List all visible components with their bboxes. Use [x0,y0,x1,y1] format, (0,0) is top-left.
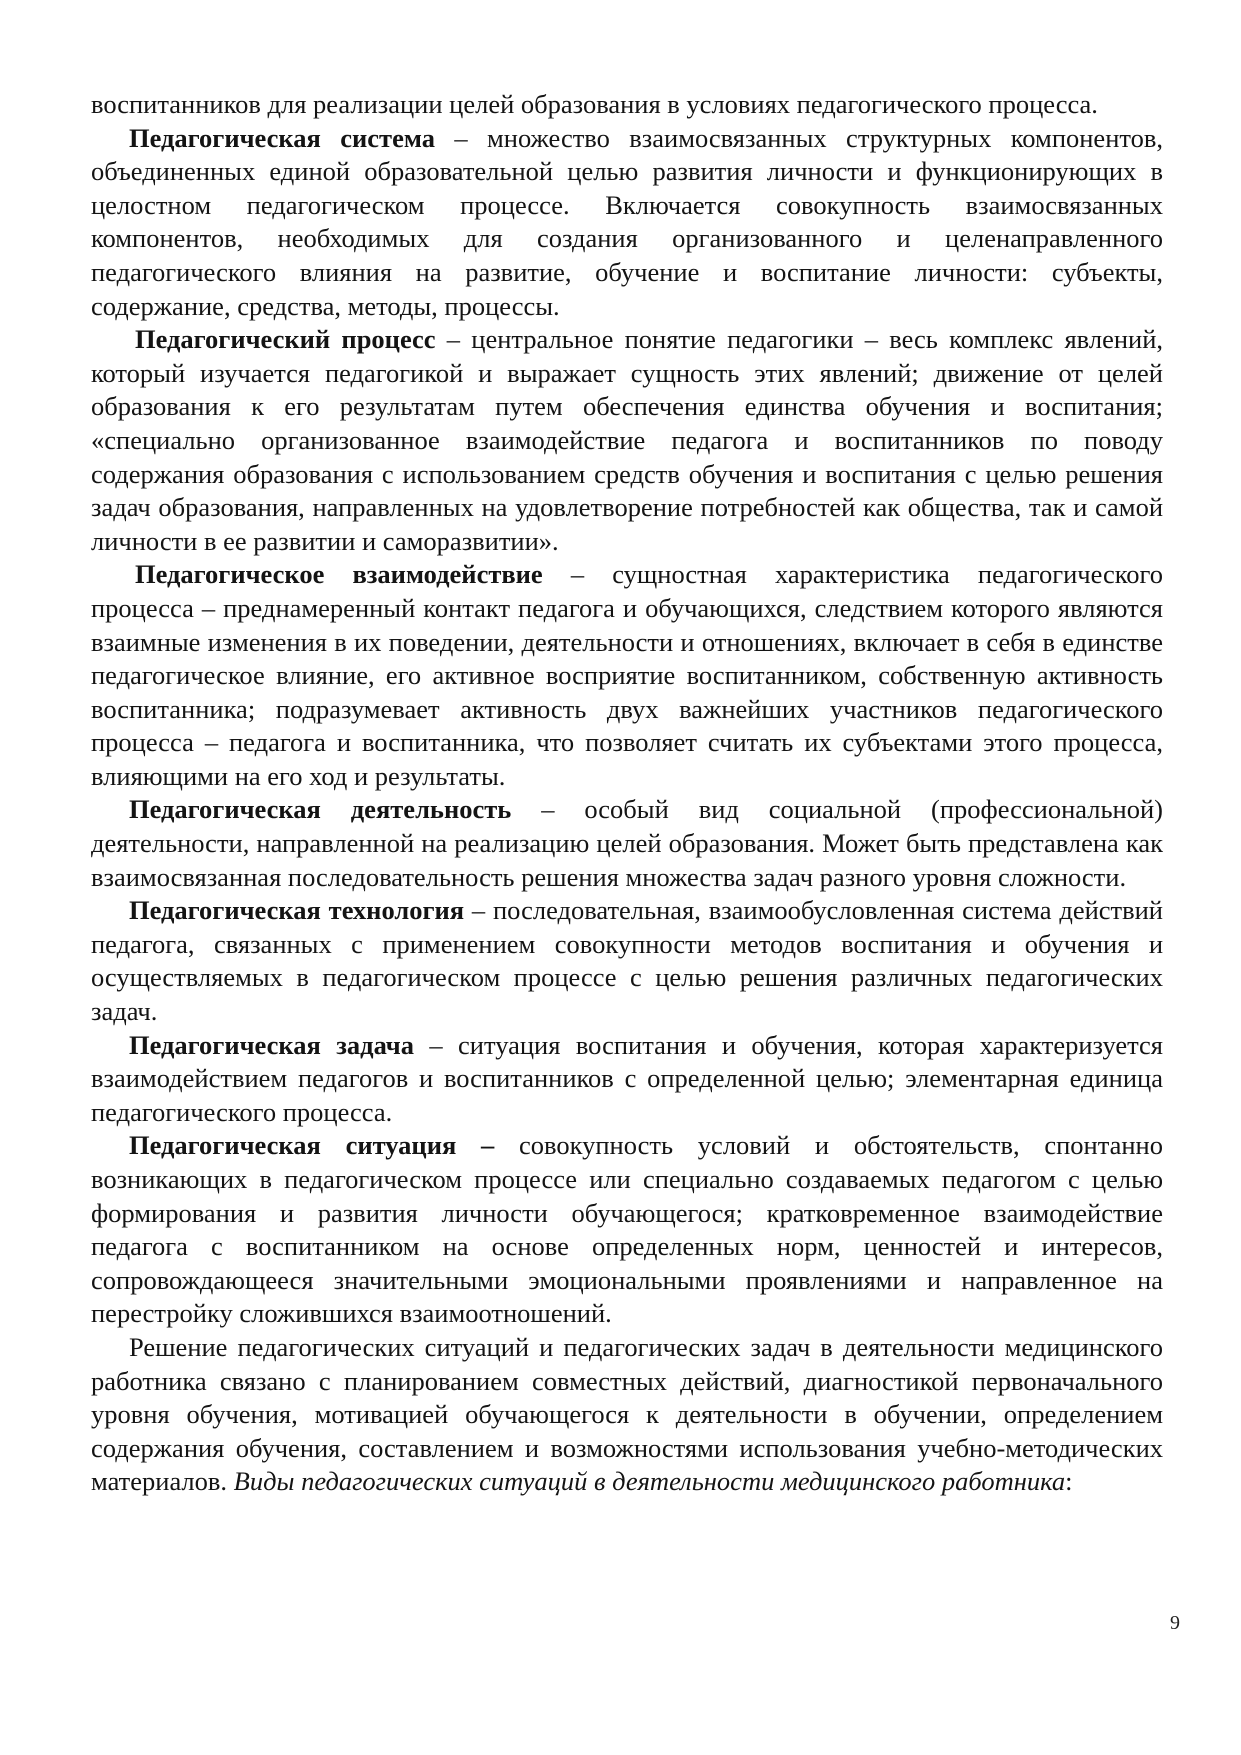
term: Педагогический процесс [135,324,436,355]
definition-pedagogical-activity [91,793,1163,894]
definition-text: – ситуация воспитания и обучения, которая характеризуется взаимодействием педагогов и воспитанников с определенной целью; элементарная единица педагогического процесса. [91,1029,1163,1127]
term: Педагогическая система [129,122,435,153]
definition-pedagogical-situation [91,1129,1163,1331]
definition-text: совокупность условий и обстоятельств, спонтанно возникающих в педагогическом процессе или специально создаваемых педагогом с целью формирования и развития личности обучающегося; кратковременное взаимодействие педагога с воспитанником на основе определенных норм, ценностей и интересов, сопровождающееся значительными эмоциональными проявлениями и направленное на перестройку сложившихся взаимоотношений. [91,1130,1163,1329]
definition-pedagogical-process [91,323,1163,558]
term: Педагогическая ситуация – [129,1130,495,1161]
definition-text: – особый вид социальной (профессиональной) деятельности, направленной на реализацию целей образования. Может быть представлена как взаимосвязанная последовательность решения множества задач разного уровня сложности. [91,794,1163,892]
trailing-colon: : [1065,1466,1073,1497]
definition-pedagogical-system [91,122,1163,324]
term: Педагогическая задача [129,1029,414,1060]
paragraph-text: Решение педагогических ситуаций и педагогических задач в деятельности медицинского работника связано с планированием совместных действий, диагностикой первоначального уровня обучения, мотивацией обучающегося к деятельности в обучении, определением содержания обучения, составлением и возможностями использования учебно-методических материалов. [91,1331,1163,1497]
definition-text: – последовательная, взаимообусловленная система действий педагога, связанных с применением совокупности методов воспитания и обучения и осуществляемых в педагогическом процессе с целью решения различных педагогических задач. [91,895,1163,1027]
definition-text: – сущностная характеристика педагогического процесса – преднамеренный контакт педагога и обучающихся, следствием которого являются взаимные изменения в их поведении, деятельности и отношениях, включает в себя в единстве педагогическое влияние, его активное восприятие воспитанником, собственную активность воспитанника; подразумевает активность двух важнейших участников педагогического процесса – педагога и воспитанника, что позволяет считать их субъектами этого процесса, влияющими на его ход и результаты. [91,559,1163,791]
page-number: 9 [1170,1612,1180,1634]
term: Педагогическая деятельность [129,794,512,825]
term: Педагогическая технология [129,895,465,926]
paragraph-situations-solving [91,1331,1163,1499]
paragraph-text: воспитанников для реализации целей образования в условиях педагогического процесса. [91,89,1098,119]
italic-lead-in: Виды педагогических ситуаций в деятельности медицинского работника [233,1466,1066,1497]
definition-text: – центральное понятие педагогики – весь комплекс явлений, который изучается педагогикой и выражает сущность этих явлений; движение от целей образования к его результатам путем обеспечения единства обучения и воспитания; «специально организованное взаимодействие педагога и воспитанников по поводу содержания образования с использованием средств обучения и воспитания с целью решения задач образования, направленных на удовлетворение потребностей как общества, так и самой личности в ее развитии и саморазвитии». [91,324,1163,556]
paragraph-continuation [91,88,1163,122]
definition-pedagogical-task [91,1029,1163,1130]
definition-pedagogical-interaction [91,558,1163,793]
definition-text: – множество взаимосвязанных структурных компонентов, объединенных единой образовательной целью развития личности и функционирующих в целостном педагогическом процессе. Включается совокупность взаимосвязанных компонентов, необходимых для создания организованного и целенаправленного педагогического влияния на развитие, обучение и воспитание личности: субъекты, содержание, средства, методы, процессы. [91,122,1163,321]
definition-pedagogical-technology [91,894,1163,1028]
document-body [91,88,1163,1499]
term: Педагогическое взаимодействие [135,559,543,590]
